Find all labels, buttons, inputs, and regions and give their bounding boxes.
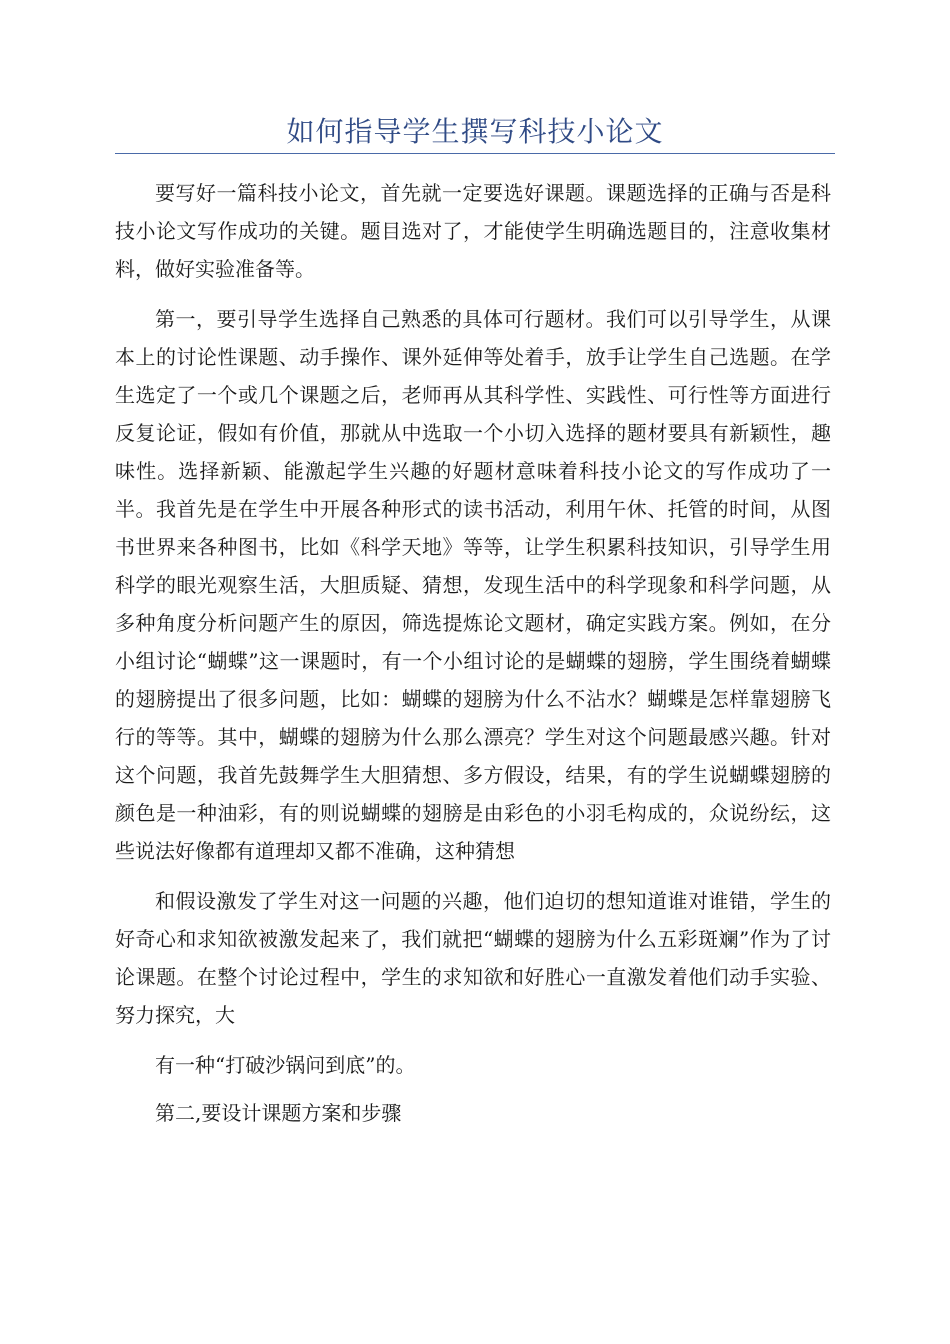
document-title: 如何指导学生撰写科技小论文 [286,115,664,148]
paragraph-continuation: 和假设激发了学生对这一问题的兴趣，他们迫切的想知道谁对谁错，学生的好奇心和求知欲被激发起来了，我们就把“蝴蝶的翅膀为什么五彩斑斓”作为了讨论课题。在整个讨论过程中，学生的求知欲和好胜心一直激发着他们动手实验、努力探究，大 [115,889,831,1027]
title-underline [115,153,835,154]
document-body [115,174,831,1142]
paragraph-short: 有一种“打破沙锅问到底”的。 [155,1053,416,1077]
paragraph-second-point: 第二,要设计课题方案和步骤 [155,1101,402,1125]
paragraph-intro: 要写好一篇科技小论文，首先就一定要选好课题。课题选择的正确与否是科技小论文写作成功的关键。题目选对了，才能使学生明确选题目的，注意收集材料，做好实验准备等。 [115,181,831,281]
paragraph-first-point: 第一，要引导学生选择自己熟悉的具体可行题材。我们可以引导学生，从课本上的讨论性课题、动手操作、课外延伸等处着手，放手让学生自己选题。在学生选定了一个或几个课题之后，老师再从其科学性、实践性、可行性等方面进行反复论证，假如有价值，那就从中选取一个小切入选择的题材要具有新颖性，趣味性。选择新颖、能激起学生兴趣的好题材意味着科技小论文的写作成功了一半。我首先是在学生中开展各种形式的读书活动，利用午休、托管的时间，从图书世界来各种图书，比如《科学天地》等等，让学生积累科技知识，引导学生用科学的眼光观察生活，大胆质疑、猜想，发现生活中的科学现象和科学问题，从多种角度分析问题产生的原因，筛选提炼论文题材，确定实践方案。例如，在分小组讨论“蝴蝶”这一课题时，有一个小组讨论的是蝴蝶的翅膀，学生围绕着蝴蝶的翅膀提出了很多问题，比如：蝴蝶的翅膀为什么不沾水？蝴蝶是怎样靠翅膀飞行的等等。其中，蝴蝶的翅膀为什么那么漂亮？学生对这个问题最感兴趣。针对这个问题，我首先鼓舞学生大胆猜想、多方假设，结果，有的学生说蝴蝶翅膀的颜色是一种油彩，有的则说蝴蝶的翅膀是由彩色的小羽毛构成的，众说纷纭，这些说法好像都有道理却又都不准确，这种猜想 [115,307,831,863]
